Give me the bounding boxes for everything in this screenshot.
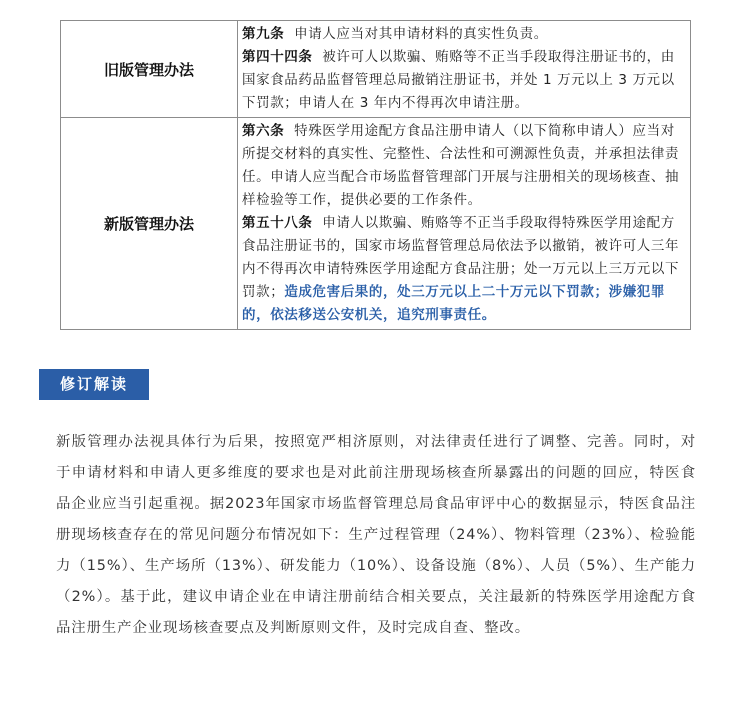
article-paragraph [242,46,686,115]
article-text: 申请人应当对其申请材料的真实性负责。 [294,26,548,42]
interpretation-paragraph: 新版管理办法视具体行为后果，按照宽严相济原则，对法律责任进行了调整、完善。同时，对于申请材料和申请人更多维度的要求也是对此前注册现场核查所暴露出的问题的回应，特医食品企业应当引起重视。据2023年国家市场监督管理总局食品审评中心的数据显示，特医食品注册现场核查存在的常见问题分布情况如下：生产过程管理（24%）、物料管理（23%）、检验能力（15%）、生产场所（13%）、研发能力（10%）、设备设施（8%）、人员（5%）、生产能力（2%）。基于此，建议申请企业在申请注册前结合相关要点，关注最新的特殊医学用途配方食品注册生产企业现场核查要点及判断原则文件，及时完成自查、整改。 [56,434,696,636]
article-text: 申请人以欺骗、贿赂等不正当手段取得特殊医学用途配方食品注册证书的，国家市场监督管理总局依法予以撤销，被许可人三年内不得再次申请特殊医学用途配方食品注册；处一万元以上三万元以下罚款； [242,215,680,300]
regulation-comparison-table [60,20,691,330]
article-paragraph [242,212,686,327]
table-row-new [61,118,691,330]
table-row-old [61,21,691,118]
article-number: 第五十八条 [242,215,313,231]
row-label-new: 新版管理办法 [61,118,238,330]
article-number: 第九条 [242,26,285,42]
row-content-new [238,118,691,330]
highlighted-penalty-text: 造成危害后果的，处三万元以上二十万元以下罚款；涉嫌犯罪的，依法移送公安机关，追究刑事责任。 [242,284,666,323]
section-title-badge: 修订解读 [39,369,149,400]
row-content-old [238,21,691,118]
article-paragraph [242,120,686,212]
article-number: 第四十四条 [242,49,313,65]
article-text: 特殊医学用途配方食品注册申请人（以下简称申请人）应当对所提交材料的真实性、完整性、合法性和可溯源性负责，并承担法律责任。申请人应当配合市场监督管理部门开展与注册相关的现场核查、抽样检验等工作，提供必要的工作条件。 [242,123,680,208]
row-label-old: 旧版管理办法 [61,21,238,118]
article-text: 被许可人以欺骗、贿赂等不正当手段取得注册证书的，由国家食品药品监督管理总局撤销注册证书，并处 1 万元以上 3 万元以下罚款；申请人在 3 年内不得再次申请注册。 [242,49,675,111]
article-number: 第六条 [242,123,285,139]
article-paragraph [242,23,686,46]
